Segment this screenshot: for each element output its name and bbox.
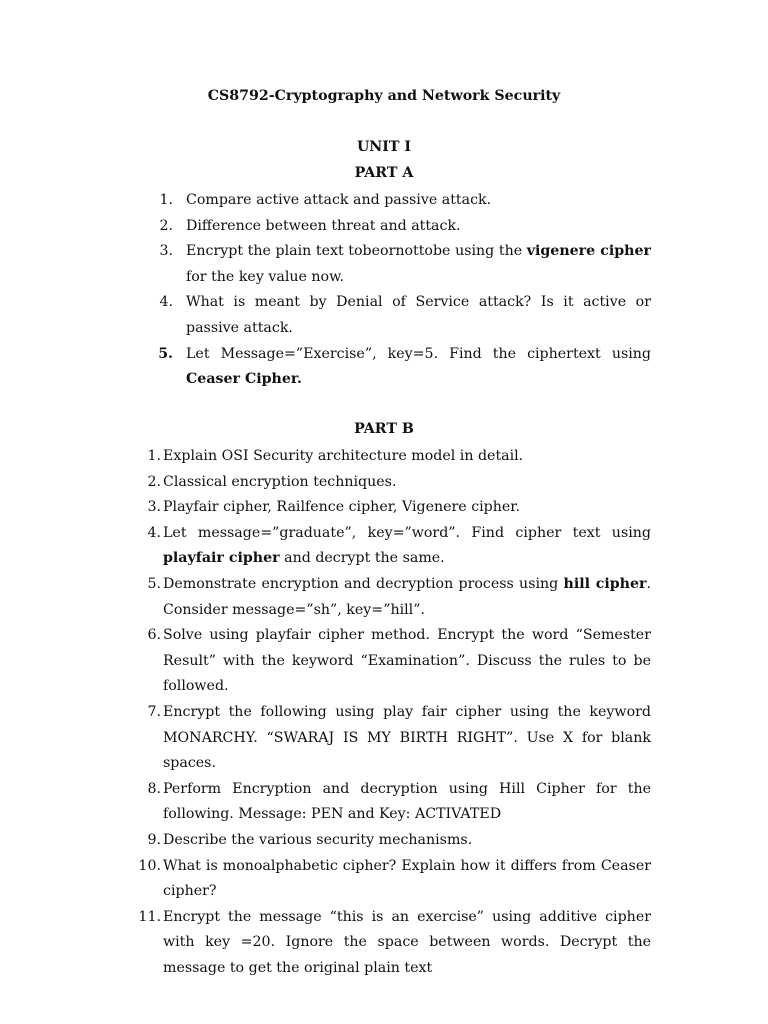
question-text: Demonstrate encryption and decryption process using bbox=[163, 575, 564, 592]
question-number: 5. bbox=[158, 345, 173, 362]
question-number: 7. bbox=[147, 703, 161, 720]
question-bold-text: Ceaser Cipher. bbox=[186, 371, 302, 388]
question-text: Classical encryption techniques. bbox=[163, 473, 397, 490]
question-text: for the key value now. bbox=[186, 268, 345, 285]
question-number: 6. bbox=[147, 627, 161, 644]
question-item bbox=[147, 521, 651, 572]
question-text: Encrypt the plain text tobeornottobe using the bbox=[186, 243, 527, 260]
question-text: . Consider message=”sh”, key=”hill”. bbox=[163, 575, 651, 618]
part-b-question-list bbox=[138, 444, 651, 981]
question-text: Explain OSI Security architecture model in detail. bbox=[163, 448, 524, 464]
question-text: Playfair cipher, Railfence cipher, Vigenere cipher. bbox=[163, 499, 521, 516]
question-number: 3. bbox=[147, 499, 161, 516]
question-text: Encrypt the following using play fair cipher using the keyword MONARCHY. “SWARAJ IS MY BIRTH RIGHT”. Use X for blank spaces. bbox=[163, 703, 651, 772]
question-text: and decrypt the same. bbox=[279, 550, 445, 567]
question-text: Encrypt the message “this is an exercise” using additive cipher with key =20. Ignore the space between words. Decrypt the message to get the original plain text bbox=[163, 908, 651, 976]
question-item bbox=[159, 239, 651, 290]
question-text: Perform Encryption and decryption using Hill Cipher for the following. Message: PEN and Key: ACTIVATED bbox=[163, 780, 651, 823]
question-number: 4. bbox=[147, 524, 161, 541]
question-number: 11. bbox=[138, 908, 161, 925]
document-title: CS8792-Cryptography and Network Security bbox=[207, 88, 561, 104]
question-number: 2. bbox=[147, 473, 161, 490]
question-number: 2. bbox=[159, 217, 173, 234]
question-text: Let Message=”Exercise”, key=5. Find the ciphertext using bbox=[186, 345, 651, 362]
question-number: 1. bbox=[147, 448, 161, 464]
question-text: What is monoalphabetic cipher? Explain how it differs from Ceaser cipher? bbox=[163, 857, 651, 900]
question-item bbox=[159, 290, 651, 341]
question-text: Difference between threat and attack. bbox=[186, 217, 461, 234]
question-number: 8. bbox=[147, 780, 161, 797]
question-item bbox=[147, 828, 651, 854]
question-text: Solve using playfair cipher method. Encrypt the word “Semester Result” with the keyword “Examination”. Discuss the rules to be followed. bbox=[163, 627, 651, 695]
question-number: 9. bbox=[147, 831, 161, 848]
question-number: 5. bbox=[147, 575, 161, 592]
question-number: 3. bbox=[159, 243, 173, 260]
question-text: Describe the various security mechanisms. bbox=[163, 831, 473, 848]
part-a-heading: PART A bbox=[354, 165, 414, 181]
question-text: Compare active attack and passive attack. bbox=[186, 192, 492, 208]
question-text: What is meant by Denial of Service attack? Is it active or passive attack. bbox=[186, 294, 651, 336]
question-item bbox=[147, 777, 651, 828]
question-item bbox=[138, 905, 651, 982]
question-bold-text: playfair cipher bbox=[163, 550, 280, 567]
question-item bbox=[158, 342, 651, 393]
question-bold-text: vigenere cipher bbox=[526, 243, 651, 260]
unit-heading: UNIT I bbox=[356, 139, 412, 155]
question-item bbox=[159, 188, 651, 214]
question-item bbox=[147, 623, 651, 700]
question-item bbox=[159, 214, 651, 240]
question-item bbox=[138, 854, 651, 905]
question-number: 10. bbox=[138, 857, 161, 874]
part-a-question-list bbox=[158, 188, 651, 393]
question-bold-text: hill cipher bbox=[563, 575, 647, 592]
question-item bbox=[147, 470, 651, 496]
question-number: 1. bbox=[159, 192, 173, 208]
part-b-heading: PART B bbox=[354, 421, 414, 437]
question-item bbox=[147, 495, 651, 521]
question-number: 4. bbox=[159, 294, 173, 311]
question-item bbox=[147, 572, 651, 623]
question-item bbox=[147, 700, 651, 777]
question-text: Let message=”graduate”, key=”word”. Find cipher text using bbox=[163, 524, 651, 541]
question-item bbox=[147, 444, 651, 470]
